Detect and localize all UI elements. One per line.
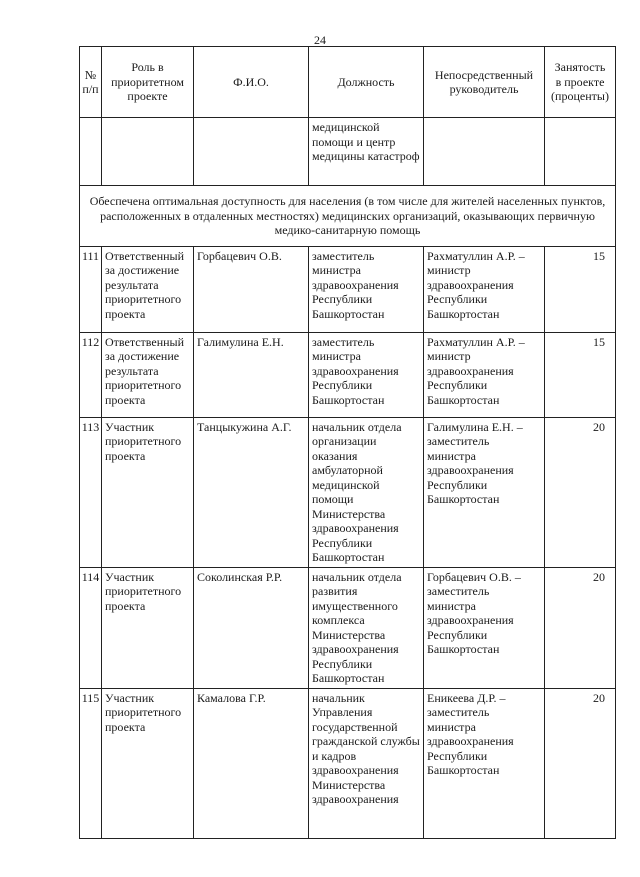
cell-busy: 15: [545, 246, 616, 332]
section-heading-row: [80, 186, 616, 247]
cell-position: медицинской помощи и центр медицины катастроф: [309, 118, 424, 186]
cell-role: Участник приоритетного проекта: [102, 688, 194, 838]
cell-manager: Рахматуллин А.Р. – министр здравоохранения Республики Башкортостан: [424, 246, 545, 332]
cell-role: Ответственный за достижение результата приоритетного проекта: [102, 332, 194, 417]
cell-role: Ответственный за достижение результата приоритетного проекта: [102, 246, 194, 332]
cell-name: Горбацевич О.В.: [194, 246, 309, 332]
cell-name: Танцыкужина А.Г.: [194, 417, 309, 567]
cell-num: [80, 118, 102, 186]
section-heading: Обеспечена оптимальная доступность для населения (в том числе для жителей населенных пунктов, расположенных в отдаленных местностях) медицинских организаций, оказывающих первичную медико-санитарную помощь: [80, 186, 616, 247]
cell-name: Галимулина Е.Н.: [194, 332, 309, 417]
cell-position: заместитель министра здравоохранения Республики Башкортостан: [309, 332, 424, 417]
table-row: [80, 688, 616, 838]
table-row: [80, 417, 616, 567]
header-role: Роль в приоритетном проекте: [102, 47, 194, 118]
table-row: [80, 332, 616, 417]
cell-manager: Еникеева Д.Р. – заместитель министра здравоохранения Республики Башкортостан: [424, 688, 545, 838]
header-name: Ф.И.О.: [194, 47, 309, 118]
header-position: Должность: [309, 47, 424, 118]
cell-name: Камалова Г.Р.: [194, 688, 309, 838]
header-num: № п/п: [80, 47, 102, 118]
table-row: [80, 567, 616, 688]
cell-position: начальник отдела развития имущественного комплекса Министерства здравоохранения Республики Башкортостан: [309, 567, 424, 688]
cell-busy: 20: [545, 417, 616, 567]
cell-role: Участник приоритетного проекта: [102, 417, 194, 567]
cell-busy: 20: [545, 688, 616, 838]
cell-num: 113: [80, 417, 102, 567]
cell-name: Соколинская Р.Р.: [194, 567, 309, 688]
table-header-row: [80, 47, 616, 118]
cell-role: [102, 118, 194, 186]
table-row: [80, 246, 616, 332]
cell-position: заместитель министра здравоохранения Республики Башкортостан: [309, 246, 424, 332]
cell-manager: Горбацевич О.В. – заместитель министра здравоохранения Республики Башкортостан: [424, 567, 545, 688]
cell-name: [194, 118, 309, 186]
cell-busy: [545, 118, 616, 186]
cell-num: 111: [80, 246, 102, 332]
cell-manager: [424, 118, 545, 186]
cell-manager: Рахматуллин А.Р. – министр здравоохранения Республики Башкортостан: [424, 332, 545, 417]
header-busy: Занятость в проекте (проценты): [545, 47, 616, 118]
cell-role: Участник приоритетного проекта: [102, 567, 194, 688]
cell-num: 114: [80, 567, 102, 688]
table-row-continued: [80, 118, 616, 186]
cell-manager: Галимулина Е.Н. – заместитель министра здравоохранения Республики Башкортостан: [424, 417, 545, 567]
page-number: 24: [314, 33, 326, 47]
project-participants-table: [79, 46, 616, 839]
cell-position: начальник Управления государственной гражданской службы и кадров здравоохранения Министерства здравоохранения: [309, 688, 424, 838]
cell-num: 115: [80, 688, 102, 838]
cell-num: 112: [80, 332, 102, 417]
cell-busy: 15: [545, 332, 616, 417]
cell-position: начальник отдела организации оказания амбулаторной медицинской помощи Министерства здравоохранения Республики Башкортостан: [309, 417, 424, 567]
header-manager: Непосредственный руководитель: [424, 47, 545, 118]
cell-busy: 20: [545, 567, 616, 688]
